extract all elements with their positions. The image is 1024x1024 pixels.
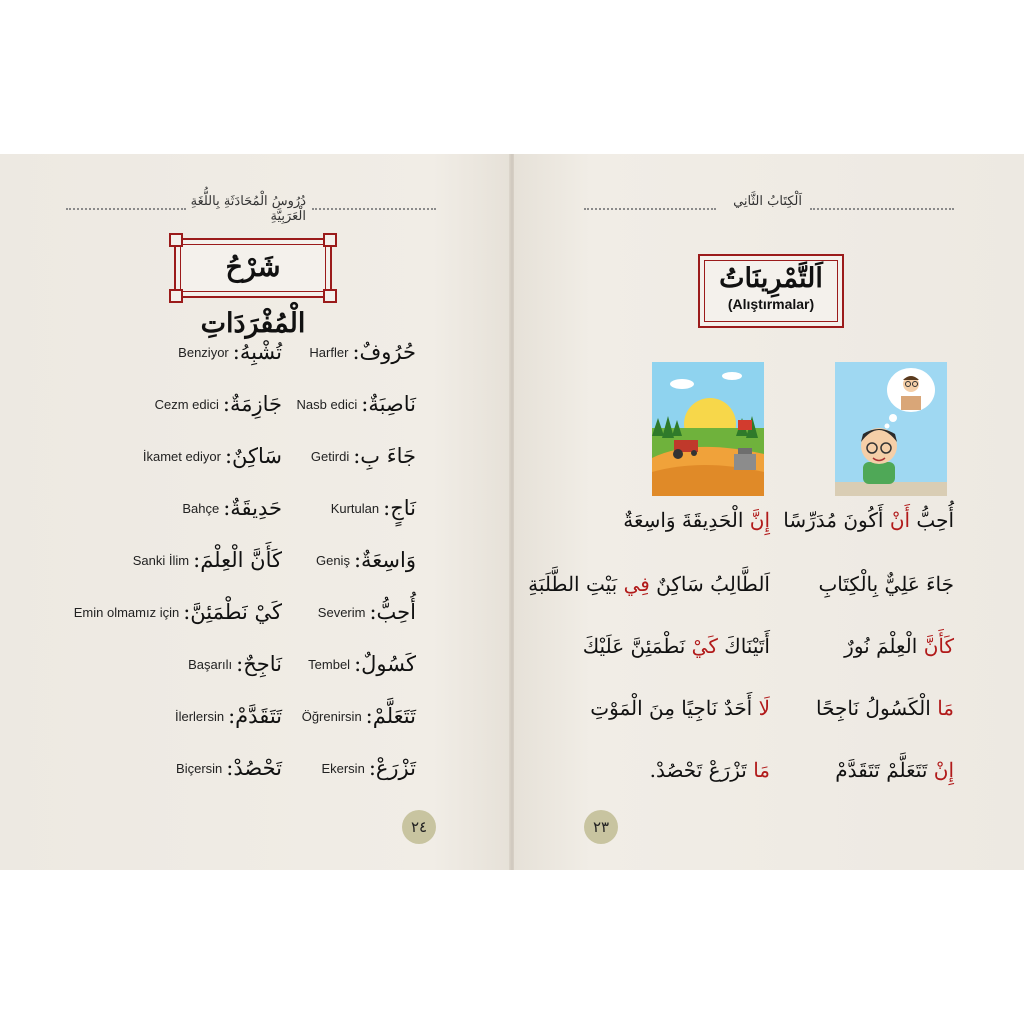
vocab-arabic: حُرُوفٌ:: [352, 340, 416, 364]
vocab-row: [0, 704, 510, 734]
exercise-sentence-right: [844, 634, 954, 658]
vocab-arabic: تُشْبِهُ:: [232, 340, 282, 364]
vocab-entry-right: [309, 340, 416, 364]
sentence-text: تَتَعَلَّمْ تَتَقَدَّمْ: [835, 758, 934, 782]
vocab-entry-right: [331, 496, 416, 520]
highlighted-particle: كَأَنَّ: [923, 634, 954, 658]
vocab-arabic: تَتَقَدَّمْ:: [228, 704, 282, 728]
vocab-arabic: وَاسِعَةٌ:: [353, 548, 416, 572]
dotted-rule: [584, 208, 716, 210]
running-head-left: دُرُوسُ الْمُحَادَثَةِ بِاللُّغَةِ الْعَرَبِيَّةِ: [190, 194, 306, 224]
vocab-entry-left: [155, 392, 282, 416]
vocab-entry-left: [74, 600, 282, 624]
vocab-entry-left: [175, 704, 282, 728]
book-spread: [0, 154, 1024, 870]
vocab-entry-right: [297, 392, 416, 416]
farm-illustration: [652, 362, 764, 496]
vocab-arabic: سَاكِنٌ:: [224, 444, 282, 468]
vocab-title-box: [174, 238, 332, 339]
boy-illustration: [835, 362, 947, 496]
vocab-turkish: Harfler: [309, 344, 349, 360]
exercise-title-box: [698, 254, 844, 328]
vocab-turkish: Başarılı: [188, 656, 233, 672]
exercise-sentence-left: [650, 758, 770, 782]
vocab-entry-right: [321, 756, 416, 780]
vocab-turkish: Cezm edici: [154, 396, 219, 412]
vocab-arabic: كَأَنَّ الْعِلْمَ:: [193, 548, 282, 572]
vocab-row: [0, 496, 510, 526]
vocab-arabic: حَدِيقَةٌ:: [223, 496, 282, 520]
vocab-entry-right: [302, 704, 416, 728]
sentence-text: أُحِبُّ: [910, 508, 954, 532]
vocab-arabic: نَاجٍ:: [383, 496, 416, 520]
sentence-text: الْكَسُولُ نَاجِحًا: [816, 696, 938, 720]
vocab-turkish: Biçersin: [176, 760, 223, 776]
exercise-sentence-left: [583, 634, 770, 658]
vocab-turkish: Emin olmamız için: [73, 604, 180, 620]
exercise-sentence-right: [818, 572, 954, 596]
vocab-entry-right: [318, 600, 416, 624]
exercise-sentence-right: [783, 508, 954, 532]
highlighted-particle: إِنَّ: [749, 508, 770, 532]
vocab-turkish: Tembel: [308, 656, 351, 672]
page-number-left: ٢٤: [402, 810, 436, 844]
exercise-sentence-right: [816, 696, 954, 720]
vocab-turkish: Öğrenirsin: [301, 708, 362, 724]
vocab-entry-left: [176, 756, 282, 780]
vocab-turkish: Ekersin: [321, 760, 365, 776]
vocab-entry-left: [188, 652, 282, 676]
highlighted-particle: أَنْ: [889, 508, 911, 532]
exercise-subtitle: (Alıştırmalar): [727, 296, 815, 312]
vocab-arabic: تَحْصُدْ:: [226, 756, 282, 780]
vocab-arabic: نَاصِبَةٌ:: [361, 392, 416, 416]
running-head-right: اَلْكِتَابُ الثَّانِي: [733, 194, 802, 209]
dotted-rule: [312, 208, 436, 210]
highlighted-particle: مَا: [937, 696, 954, 720]
sentence-text: أَكُونَ مُدَرِّسًا: [783, 508, 890, 532]
vocab-arabic: أُحِبُّ:: [369, 600, 416, 624]
vocab-row: [0, 756, 510, 786]
sentence-text: الْعِلْمَ نُورٌ: [844, 634, 924, 658]
vocab-entry-right: [308, 652, 416, 676]
sentence-text: اَلطَّالِبُ سَاكِنٌ: [649, 572, 770, 596]
vocab-turkish: Kurtulan: [330, 500, 380, 516]
vocab-row: [0, 652, 510, 682]
vocab-arabic: جَازِمَةٌ:: [222, 392, 282, 416]
vocab-turkish: Geniş: [315, 552, 350, 568]
sentence-text: الْحَدِيقَةَ وَاسِعَةٌ: [623, 508, 750, 532]
vocab-arabic: كَيْ نَطْمَئِنَّ:: [183, 600, 282, 624]
vocab-row: [0, 340, 510, 370]
vocab-turkish: İlerlersin: [174, 708, 225, 724]
exercise-sentence-left: [590, 696, 770, 720]
vocab-entry-right: [316, 548, 416, 572]
vocab-arabic: كَسُولٌ:: [354, 652, 416, 676]
sentence-text: بَيْتِ الطَّلَبَةِ: [528, 572, 624, 596]
vocab-arabic: تَزْرَعْ:: [368, 756, 416, 780]
highlighted-particle: لَا: [758, 696, 770, 720]
vocab-arabic: نَاجِحٌ:: [236, 652, 282, 676]
exercise-sentence-left: [528, 572, 770, 596]
vocab-entry-left: [178, 340, 282, 364]
vocab-turkish: Nasb edici: [296, 396, 358, 412]
dotted-rule: [66, 208, 186, 210]
vocab-entry-left: [143, 444, 282, 468]
vocab-arabic: جَاءَ بِ:: [353, 444, 416, 468]
highlighted-particle: إِنْ: [933, 758, 954, 782]
highlighted-particle: كَيْ: [691, 634, 718, 658]
left-page: [0, 154, 510, 870]
right-page: [514, 154, 1024, 870]
vocab-entry-right: [311, 444, 416, 468]
exercise-sentence-right: [835, 758, 954, 782]
vocab-turkish: Getirdi: [310, 448, 350, 464]
exercise-title: اَلتَّمْرِينَاتُ: [719, 263, 823, 294]
vocab-turkish: Benziyor: [178, 344, 229, 360]
vocab-row: [0, 600, 510, 630]
vocab-row: [0, 548, 510, 578]
exercise-sentence-left: [623, 508, 770, 532]
vocab-title: شَرْحُ الْمُفْرَدَاتِ: [200, 252, 306, 339]
vocab-entry-left: [182, 496, 282, 520]
sentence-text: نَطْمَئِنَّ عَلَيْكَ: [582, 634, 692, 658]
vocab-turkish: Severim: [317, 604, 366, 620]
vocab-turkish: Bahçe: [182, 500, 220, 516]
vocab-entry-left: [133, 548, 282, 572]
vocab-turkish: Sanki İlim: [132, 552, 190, 568]
highlighted-particle: فِي: [623, 572, 650, 596]
sentence-text: أَحَدٌ نَاجِيًا مِنَ الْمَوْتِ: [590, 696, 759, 720]
highlighted-particle: مَا: [753, 758, 770, 782]
dotted-rule: [810, 208, 954, 210]
page-number-right: ٢٣: [584, 810, 618, 844]
vocab-row: [0, 444, 510, 474]
vocab-turkish: İkamet ediyor: [142, 448, 221, 464]
vocab-arabic: تَتَعَلَّمْ:: [365, 704, 416, 728]
sentence-text: تَزْرَعْ تَحْصُدْ.: [649, 758, 754, 782]
vocab-row: [0, 392, 510, 422]
sentence-text: جَاءَ عَلِيٌّ بِالْكِتَابِ: [818, 572, 954, 596]
sentence-text: أَتَيْنَاكَ: [717, 634, 770, 658]
